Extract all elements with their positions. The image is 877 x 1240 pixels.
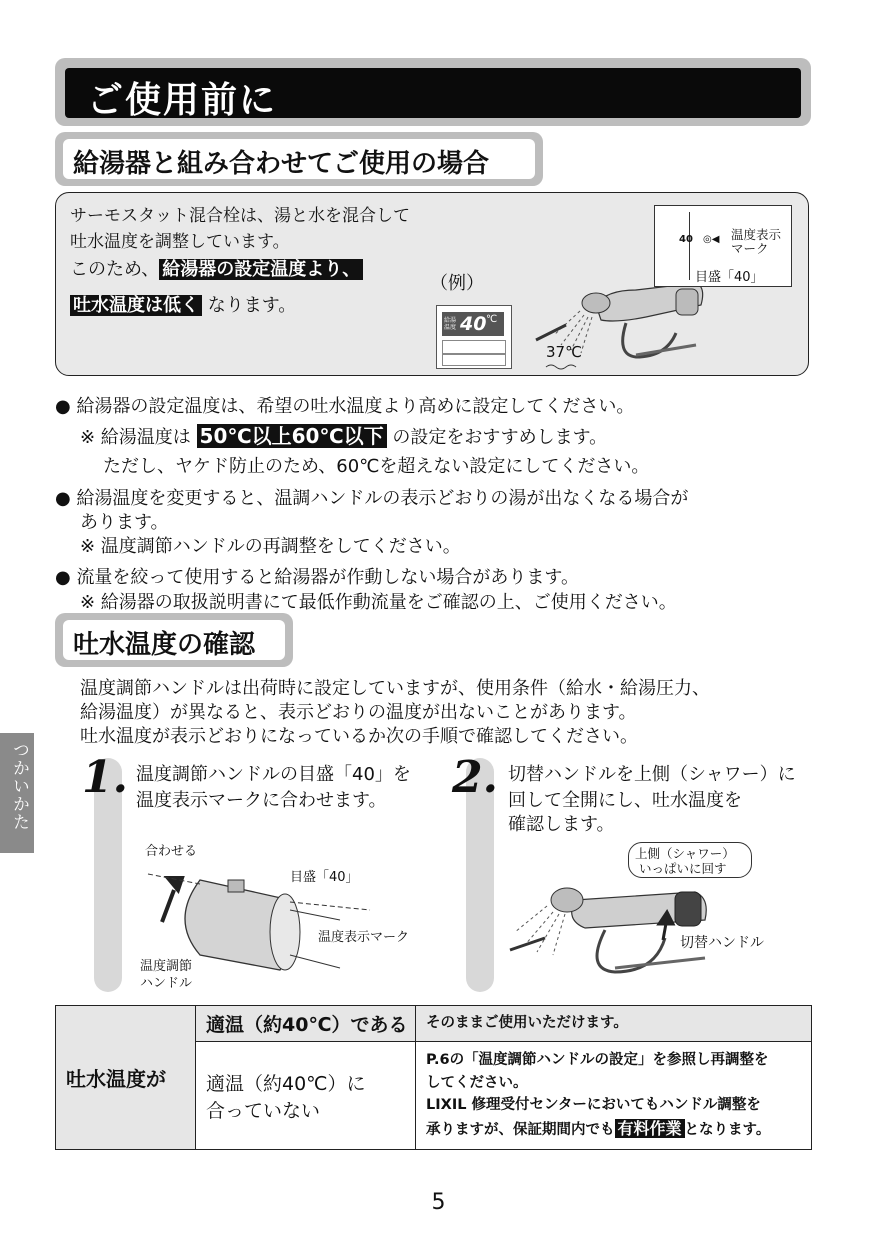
page-title: ご使用前に [87, 80, 278, 121]
info-line [70, 255, 363, 281]
align-label: 合わせる [145, 844, 198, 859]
intro-line: 吐水温度が表示どおりになっているか次の手順で確認してください。 [80, 726, 638, 747]
result-table [55, 1005, 812, 1150]
remote-temp: 40 [460, 313, 487, 335]
side-tab-label: つかいかた [9, 741, 29, 831]
bubble-text: 上側（シャワー） [635, 846, 735, 861]
table-action: そのままご使用いただけます。 [416, 1006, 812, 1042]
info-text: このため、 [70, 259, 160, 280]
remote-buttons [442, 340, 506, 354]
note-item: ただし、ヤケド防止のため、60℃を超えない設定にしてください。 [103, 456, 650, 477]
table-action: P.6の「温度調節ハンドルの設定」を参照し再調整を してください。 LIXIL 修理受付センターにおいてもハンドル調整を 承りますが、保証期間内でも 有料作業 となります。 [416, 1042, 812, 1150]
table-condition: 適温（約40℃）である [196, 1006, 416, 1042]
bullet-item: ● 流量を絞って使用すると給湯器が作動しない場合があります。 [55, 567, 579, 588]
side-tab [0, 733, 34, 853]
info-line [70, 291, 296, 317]
callout-bubble [628, 842, 752, 878]
step-text: 温度調節ハンドルの目盛「40」を [136, 764, 411, 785]
bullet-item: ● 給湯温度を変更すると、温調ハンドルの表示どおりの湯が出なくなる場合が [55, 488, 689, 509]
info-text: なります。 [207, 295, 297, 316]
remote-panel-illustration [436, 305, 512, 369]
step-text: 回して全開にし、吐水温度を [508, 790, 742, 811]
section-heading-temp-check [55, 613, 293, 667]
info-line: 吐水温度を調整しています。 [70, 232, 290, 252]
page-number: 5 [431, 1190, 446, 1215]
handle-label: ハンドル [140, 976, 193, 991]
scale-label: 目盛「40」 [290, 870, 359, 885]
callout-mark-label: 温度表示マーク [731, 227, 782, 256]
section-heading-text: 給湯器と組み合わせてご使用の場合 [73, 149, 490, 179]
bullet-item: ● 給湯器の設定温度は、希望の吐水温度より高めに設定してください。 [55, 396, 635, 417]
intro-line: 給湯温度）が異なると、表示どおりの温度が出ないことがあります。 [80, 702, 637, 723]
table-condition: 適温（約40℃）に 合っていない [196, 1042, 416, 1150]
bubble-text: いっぱいに回す [639, 861, 727, 876]
remote-display [442, 312, 504, 336]
bullet-item-cont: あります。 [80, 512, 169, 533]
step-text: 切替ハンドルを上側（シャワー）に [508, 764, 796, 785]
highlight-text: 有料作業 [615, 1119, 685, 1138]
highlight-text: 給湯器の設定温度より、 [159, 259, 363, 280]
callout-scale: 40 [679, 234, 693, 245]
info-line: サーモスタット混合栓は、湯と水を混合して [70, 206, 410, 226]
faucet-temp-label: 37℃ [546, 343, 582, 361]
step-text: 確認します。 [508, 814, 615, 835]
note-item: ※ 給湯温度は 50℃以上60℃以下 の設定をおすすめします。 [80, 424, 608, 448]
info-box [55, 192, 809, 376]
callout-scale-label: 目盛「40」 [695, 270, 764, 285]
highlight-text: 50℃以上60℃以下 [197, 424, 387, 448]
switch-handle-label: 切替ハンドル [680, 935, 764, 951]
intro-line: 温度調節ハンドルは出荷時に設定していますが、使用条件（給水・給湯圧力、 [80, 678, 710, 699]
remote-tag: 給湯温度 [444, 317, 457, 331]
callout-box [654, 205, 792, 287]
section-heading-text: 吐水温度の確認 [73, 630, 256, 660]
title-bar [55, 58, 811, 126]
section-heading-water-heater [55, 132, 543, 186]
note-item: ※ 温度調節ハンドルの再調整をしてください。 [80, 536, 461, 557]
example-label: （例） [430, 273, 484, 294]
mark-icon: ◎◀ [703, 234, 720, 245]
remote-buttons [442, 354, 506, 366]
handle-label: 温度調節 [140, 959, 193, 974]
remote-unit: ℃ [486, 314, 498, 325]
highlight-text: 吐水温度は低く [70, 295, 202, 316]
table-row-header: 吐水温度が [56, 1006, 196, 1150]
step-number: 1. [82, 752, 128, 803]
step-number: 2. [452, 752, 498, 803]
note-item: ※ 給湯器の取扱説明書にて最低作動流量をご確認の上、ご使用ください。 [80, 592, 677, 613]
mark-label: 温度表示マーク [318, 930, 410, 945]
step-text: 温度表示マークに合わせます。 [136, 790, 387, 811]
